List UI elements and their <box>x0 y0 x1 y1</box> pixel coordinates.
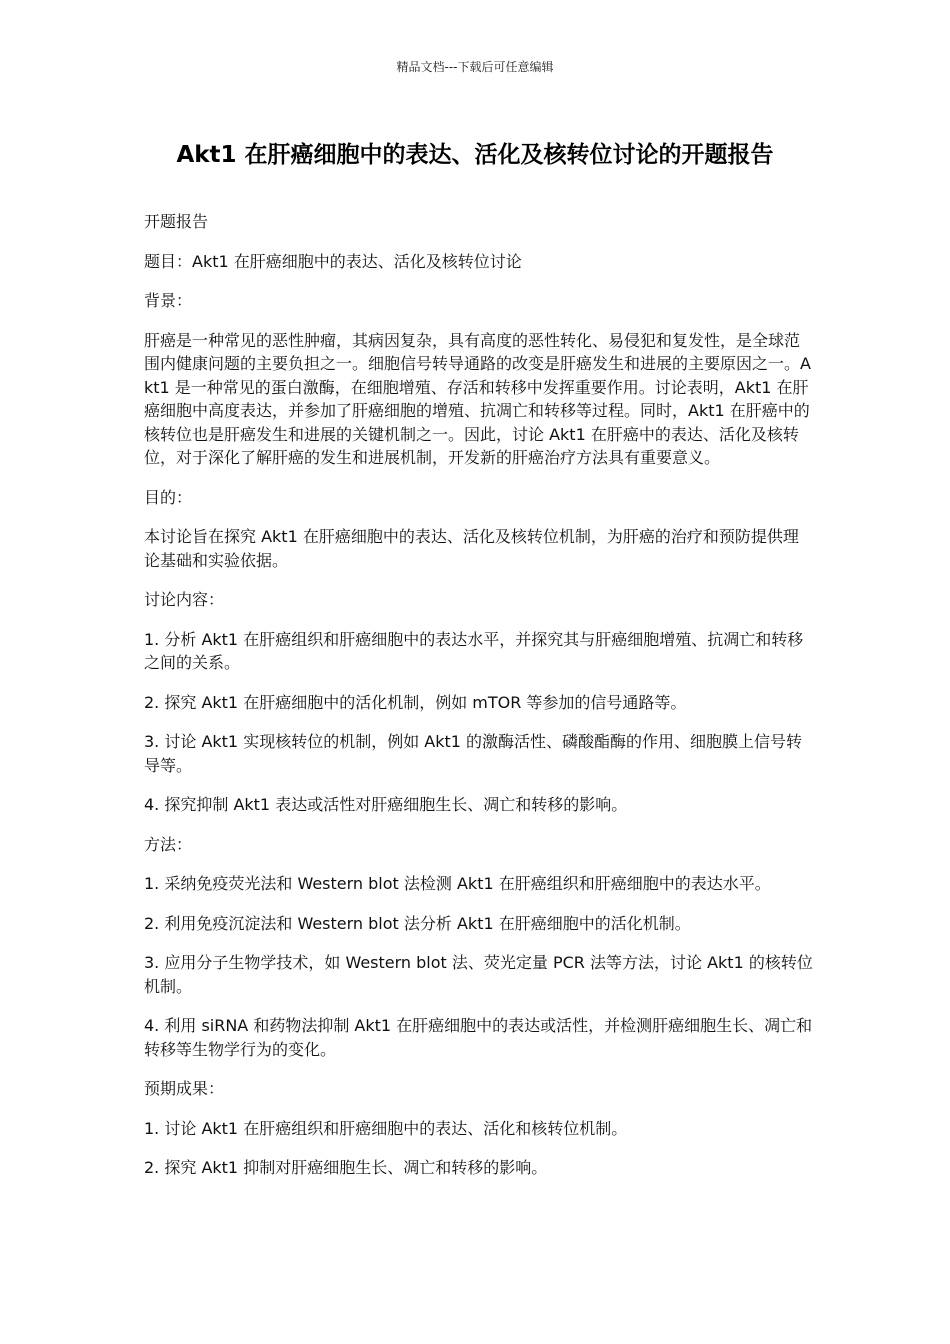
content-item-3: 3. 讨论 Akt1 实现核转位的机制，例如 Akt1 的激酶活性、磷酸酯酶的作用、细胞膜上信号转导等。 <box>144 732 803 775</box>
content-item-2: 2. 探究 Akt1 在肝癌细胞中的活化机制，例如 mTOR 等参加的信号通路等。 <box>144 692 687 712</box>
section-heading-content: 讨论内容： <box>144 590 225 609</box>
result-item-1: 1. 讨论 Akt1 在肝癌组织和肝癌细胞中的表达、活化和核转位机制。 <box>144 1118 628 1138</box>
method-item-1: 1. 采纳免疫荧光法和 Western blot 法检测 Akt1 在肝癌组织和肝癌细胞中的表达水平。 <box>144 874 771 893</box>
document-title: Akt1 在肝癌细胞中的表达、活化及核转位讨论的开题报告 <box>176 142 774 168</box>
topic-line: 题目：Akt1 在肝癌细胞中的表达、活化及核转位讨论 <box>144 251 522 271</box>
background-paragraph: 肝癌是一种常见的恶性肿瘤，其病因复杂，具有高度的恶性转化、易侵犯和复发性，是全球范围内健康问题的主要负担之一。细胞信号转导通路的改变是肝癌发生和进展的主要原因之一。Akt1 是一种常见的蛋白激酶，在细胞增殖、存活和转移中发挥重要作用。讨论表明，Akt1 在肝癌细胞中高度表达，并参加了肝癌细胞的增殖、抗凋亡和转移等过程。同时，Akt1 在肝癌中的核转位也是肝癌发生和进展的关键机制之一。因此，讨论 Akt1 在肝癌中的表达、活化及核转位，对于深化了解肝癌的发生和进展机制，开发新的肝癌治疗方法具有重要意义。 <box>144 330 811 467</box>
section-heading-expected-results: 预期成果： <box>144 1079 225 1098</box>
section-heading-purpose: 目的： <box>144 487 193 507</box>
section-heading-methods: 方法： <box>144 834 193 854</box>
method-item-2: 2. 利用免疫沉淀法和 Western blot 法分析 Akt1 在肝癌细胞中的活化机制。 <box>144 913 691 933</box>
document-body <box>144 210 814 1196</box>
section-label-report: 开题报告 <box>144 212 209 231</box>
result-item-2: 2. 探究 Akt1 抑制对肝癌细胞生长、凋亡和转移的影响。 <box>144 1158 548 1177</box>
header-note: 精品文档---下载后可任意编辑 <box>396 60 554 74</box>
method-item-3: 3. 应用分子生物学技术，如 Western blot 法、荧光定量 PCR 法等方法，讨论 Akt1 的核转位机制。 <box>144 953 813 996</box>
content-item-1: 1. 分析 Akt1 在肝癌组织和肝癌细胞中的表达水平，并探究其与肝癌细胞增殖、抗凋亡和转移之间的关系。 <box>144 629 804 672</box>
method-item-4: 4. 利用 siRNA 和药物法抑制 Akt1 在肝癌细胞中的表达或活性，并检测肝癌细胞生长、凋亡和转移等生物学行为的变化。 <box>144 1016 813 1059</box>
section-heading-background: 背景： <box>144 291 193 310</box>
content-item-4: 4. 探究抑制 Akt1 表达或活性对肝癌细胞生长、凋亡和转移的影响。 <box>144 795 628 814</box>
purpose-paragraph: 本讨论旨在探究 Akt1 在肝癌细胞中的表达、活化及核转位机制，为肝癌的治疗和预防提供理论基础和实验依据。 <box>144 527 799 570</box>
